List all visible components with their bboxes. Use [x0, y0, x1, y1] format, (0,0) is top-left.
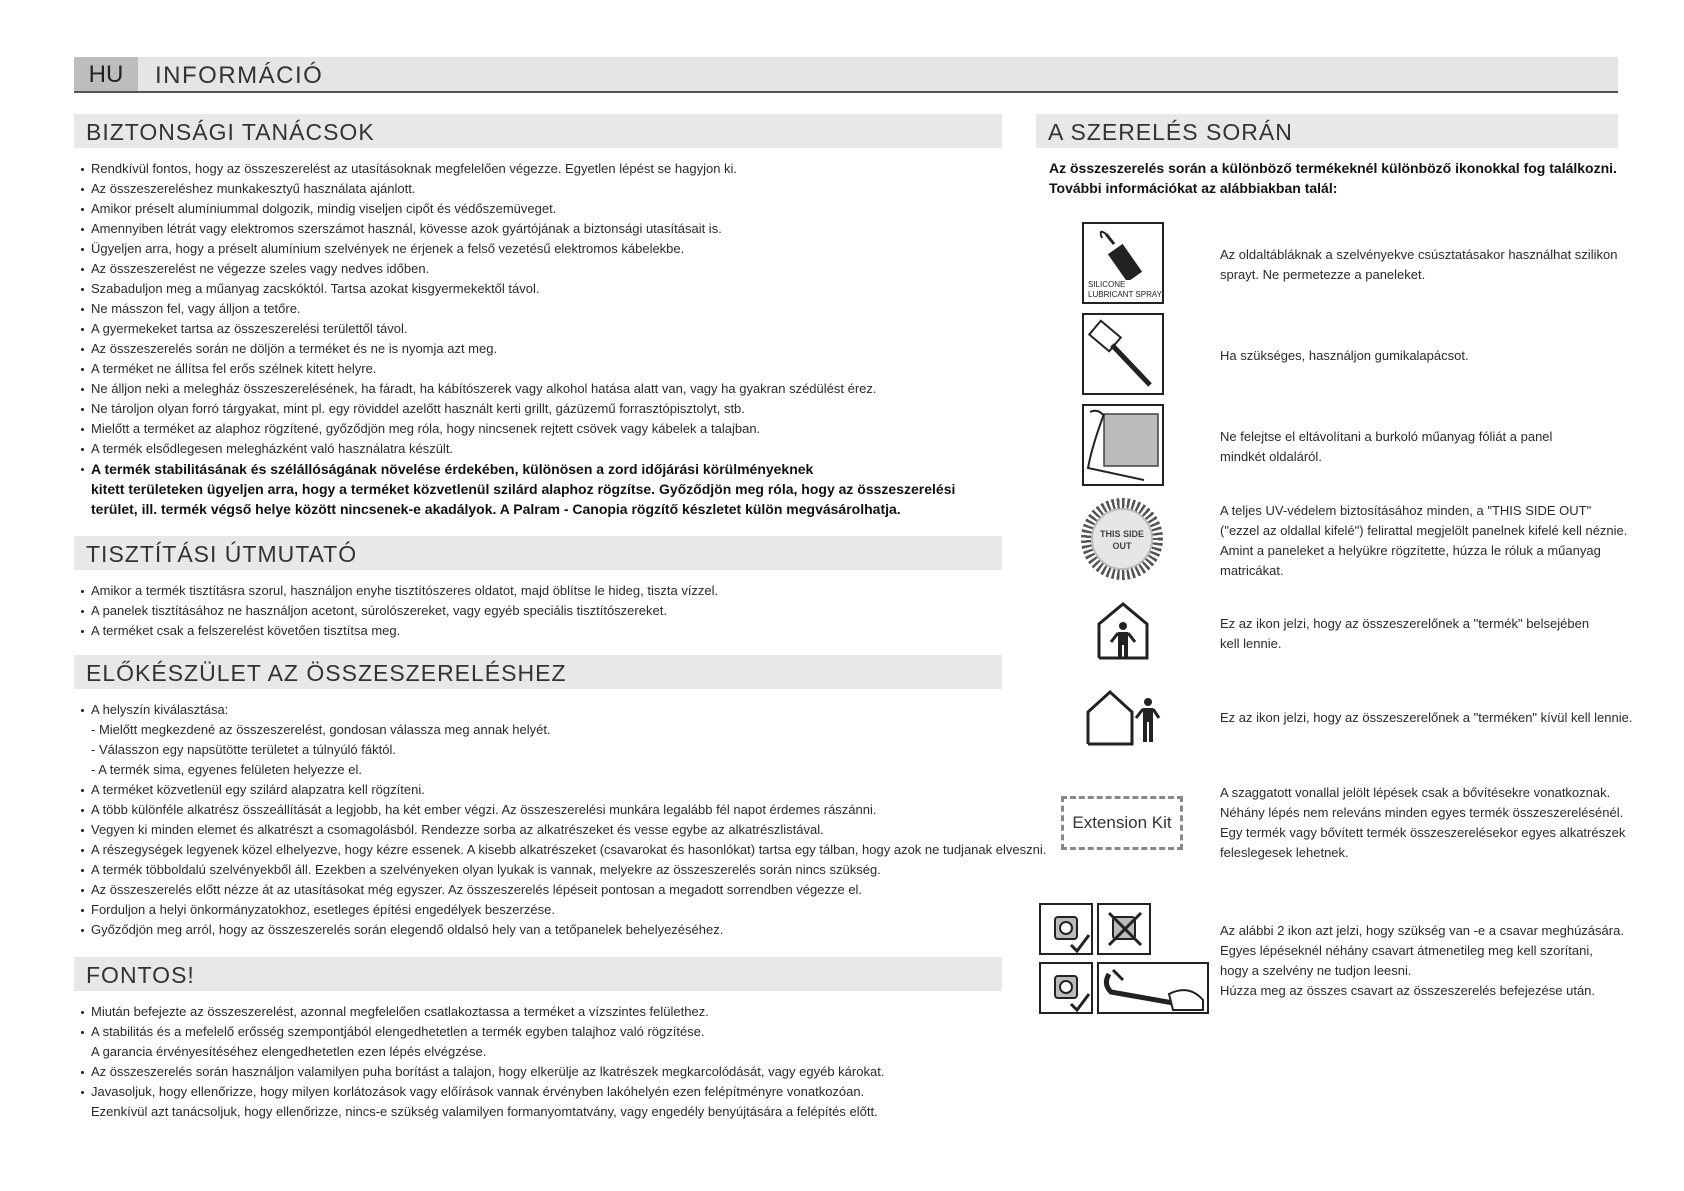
wrench-icon	[1097, 962, 1209, 1014]
list-item: A panelek tisztításához ne használjon acetont, súrolószereket, vagy egyéb speciális tisztítószereket.	[77, 601, 718, 621]
list-item: kitett területeken ügyeljen arra, hogy a terméket közvetlenül szilárd alaphoz rögzítse. Győződjön meg róla, hogy az összeszerelési	[91, 481, 956, 497]
list-item: A garancia érvényesítéséhez elengedhetetlen ezen lépés elvégzése.	[91, 1044, 487, 1059]
icon-desc-line: Az oldaltábláknak a szelvényekve csúsztatásakor használhat szilikon	[1220, 247, 1618, 262]
cleaning-list	[77, 581, 718, 641]
important-list	[77, 1002, 884, 1122]
safety-list	[77, 159, 955, 519]
list-item: - A termék sima, egyenes felületen helyezze el.	[91, 762, 362, 777]
list-item: Ezenkívül azt tanácsoljuk, hogy ellenőrizze, nincs-e szükség valamilyen formanyomtatvány, vagy engedély benyújtására a felépítés előtt.	[91, 1104, 878, 1119]
icon-desc-mallet	[1220, 346, 1469, 366]
this-side-out-label: THIS SIDE OUT	[1091, 508, 1153, 570]
list-item: Győződjön meg arról, hogy az összeszerelés során elegendő oldalsó hely van a tetőpanelek behelyezéséhez.	[77, 920, 1046, 940]
list-item: A helyszín kiválasztása:	[77, 700, 1046, 720]
icon-desc-line: Ez az ikon jelzi, hogy az összeszerelőnek a "terméken" kívül kell lennie.	[1220, 710, 1633, 725]
icon-desc-line: A teljes UV-védelem biztosításához minden, a "THIS SIDE OUT"	[1220, 503, 1592, 518]
protective-film-icon	[1082, 404, 1164, 486]
list-item: Ügyeljen arra, hogy a préselt alumínium szelvények ne érjenek a felső vezetésű elektromos kábelekbe.	[77, 239, 955, 259]
icon-desc-line: Ez az ikon jelzi, hogy az összeszerelőnek a "termék" belsejében	[1220, 616, 1590, 631]
rubber-mallet-icon	[1082, 313, 1164, 395]
page-title: INFORMÁCIÓ	[155, 62, 324, 89]
list-item: Az összeszerelés során ne döljön a terméket és ne is nyomja azt meg.	[77, 339, 955, 359]
list-item: A terméket közvetlenül egy szilárd alapzatra kell rögzíteni.	[77, 780, 1046, 800]
icon-desc-line: Egyes lépéseknél néhány csavart átmenetileg meg kell szorítani,	[1220, 943, 1593, 958]
icon-desc-line: Az alábbi 2 ikon azt jelzi, hogy szükség van -e a csavar meghúzására.	[1220, 923, 1624, 938]
icon-desc-line: kell lennie.	[1220, 636, 1282, 651]
list-item: Az összeszereléshez munkakesztyű használata ajánlott.	[77, 179, 955, 199]
list-item: Amennyiben létrát vagy elektromos szerszámot használ, kövesse azok gyártójának a biztonsági utasításait is.	[77, 219, 955, 239]
assembly-intro	[1049, 158, 1629, 198]
icon-desc-line: sprayt. Ne permetezze a paneleket.	[1220, 267, 1426, 282]
bolt-check-icon	[1039, 903, 1093, 955]
list-item: Az összeszerelést ne végezze szeles vagy nedves időben.	[77, 259, 955, 279]
list-item: Forduljon a helyi önkormányzatokhoz, esetleges építési engedélyek beszerzése.	[77, 900, 1046, 920]
assembly-intro-line: Az összeszerelés során a különböző termékeknél különböző ikonokkal fog találkozni.	[1049, 160, 1617, 176]
list-item: A részegységek legyenek közel elhelyezve, hogy kézre essenek. A kisebb alkatrészeket (csavarokat és hasonlókat) tartsa egy tálban, hogy azok ne tudjanak elveszni.	[77, 840, 1046, 860]
language-code: HU	[74, 57, 138, 91]
icon-desc-line: hogy a szelvény ne tudjon leesni.	[1220, 963, 1412, 978]
list-item: A termék elsődlegesen melegházként való használatra készült.	[77, 439, 955, 459]
list-item: Rendkívül fontos, hogy az összeszerelést az utasításoknak megfelelően végezze. Egyetlen lépést se hagyjon ki.	[77, 159, 955, 179]
icon-desc-film	[1220, 427, 1552, 467]
icon-desc-line: Ha szükséges, használjon gumikalapácsot.	[1220, 348, 1469, 363]
list-item: A több különféle alkatrész összeállítását a legjobb, ha két ember végzi. Az összeszerelési munkára legalább fél napot érdemes rászánni.	[77, 800, 1046, 820]
list-item: terület, ill. termék végső helye között nincsenek-e akadályok. A Palram - Canopia rögzítő készletet külön megvásárolhatja.	[91, 501, 901, 517]
bolt-cross-icon	[1097, 903, 1151, 955]
list-item: A termék többoldalú szelvényekből áll. Ezekben a szelvényeken olyan lyukak is vannak, melyekre az összeszerelés során nincs szükség.	[77, 860, 1046, 880]
assembly-heading: A SZERELÉS SORÁN	[1036, 114, 1618, 148]
icon-desc-line: mindkét oldaláról.	[1220, 449, 1322, 464]
list-item: A stabilitás és a mefelelő erősség szempontjából elengedhetetlen a termék egyben talajhoz való rögzítése.	[77, 1022, 884, 1042]
extension-kit-icon: Extension Kit	[1061, 796, 1183, 850]
list-item: A gyermekeket tartsa az összeszerelési területtől távol.	[77, 319, 955, 339]
icon-desc-inside	[1220, 614, 1589, 654]
list-item: - Válasszon egy napsütötte területet a túlnyúló fáktól.	[91, 742, 396, 757]
list-item: Az összeszerelés során használjon valamilyen puha borítást a talajon, hogy elkerülje az lkatrészek megkarcolódását, vagy egyéb károkat.	[77, 1062, 884, 1082]
icon-desc-silicone	[1220, 245, 1617, 285]
icon-desc-line: Ne felejtse el eltávolítani a burkoló műanyag fóliát a panel	[1220, 429, 1553, 444]
prep-list	[77, 700, 1046, 940]
list-item: Vegyen ki minden elemet és alkatrészt a csomagolásból. Rendezze sorba az alkatrészeket és vesse egybe az alkatrészlistával.	[77, 820, 1046, 840]
icon-desc-screw	[1220, 921, 1624, 1001]
cleaning-heading: TISZTÍTÁSI ÚTMUTATÓ	[74, 536, 1002, 570]
icon-desc-this-side-out	[1220, 501, 1627, 581]
list-item: Javasoljuk, hogy ellenőrizze, hogy milyen korlátozások vagy előírások vannak érvényben lakóhelyén ezen felépítményre vonatkozóan.	[77, 1082, 884, 1102]
icon-desc-line: Néhány lépés nem releváns minden egyes termék összeszerelésénél.	[1220, 805, 1624, 820]
list-item: A terméket csak a felszerelést követően tisztítsa meg.	[77, 621, 718, 641]
list-item: A termék stabilitásának és szélállóságának növelése érdekében, különösen a zord időjárási körülményeknek	[77, 459, 955, 479]
header-bar	[74, 57, 1618, 93]
icon-desc-line: ("ezzel az oldallal kifelé") felirattal megjelölt panelnek kifelé kell néznie.	[1220, 523, 1628, 538]
person-outside-icon	[1086, 688, 1162, 746]
list-item: Amikor a termék tisztításra szorul, használjon enyhe tisztítószeres oldatot, majd öblítse le hideg, tiszta vízzel.	[77, 581, 718, 601]
icon-desc-extension	[1220, 783, 1625, 863]
list-item: Amikor préselt alumíniummal dolgozik, mindig viseljen cipőt és védőszemüveget.	[77, 199, 955, 219]
safety-heading: BIZTONSÁGI TANÁCSOK	[74, 114, 1002, 148]
person-inside-icon	[1097, 602, 1149, 660]
list-item: Ne álljon neki a melegház összeszerelésének, ha fáradt, ha kábítószerek vagy alkohol hatása alatt van, vagy ha gyakran szédülést érez.	[77, 379, 955, 399]
list-item: Miután befejezte az összeszerelést, azonnal megfelelően csatlakoztassa a terméket a vízszintes felülethez.	[77, 1002, 884, 1022]
list-item: A terméket ne állítsa fel erős szélnek kitett helyre.	[77, 359, 955, 379]
this-side-out-icon	[1081, 498, 1163, 580]
list-item: Ne tároljon olyan forró tárgyakat, mint pl. egy röviddel azelőtt használt kerti grillt, gázüzemű forrasztópisztolyt, stb.	[77, 399, 955, 419]
icon-desc-line: matricákat.	[1220, 563, 1284, 578]
bolt-check-icon	[1039, 962, 1093, 1014]
icon-desc-line: A szaggatott vonallal jelölt lépések csak a bővítésekre vonatkoznak.	[1220, 785, 1611, 800]
icon-desc-line: Egy termék vagy bővített termék összeszerelésekor egyes alkatrészek	[1220, 825, 1626, 840]
icon-desc-line: Húzza meg az összes csavart az összeszerelés befejezése után.	[1220, 983, 1596, 998]
important-heading: FONTOS!	[74, 957, 1002, 991]
silicone-spray-icon	[1082, 222, 1164, 304]
icon-desc-outside	[1220, 708, 1632, 728]
icon-desc-line: Amint a paneleket a helyükre rögzítette, húzza le róluk a műanyag	[1220, 543, 1601, 558]
prep-heading: ELŐKÉSZÜLET AZ ÖSSZESZERELÉSHEZ	[74, 655, 1002, 689]
assembly-intro-line: További információkat az alábbiakban talál:	[1049, 180, 1338, 196]
list-item: Szabaduljon meg a műanyag zacskóktól. Tartsa azokat kisgyermekektől távol.	[77, 279, 955, 299]
list-item: Mielőtt a terméket az alaphoz rögzítené, győződjön meg róla, hogy nincsenek rejtett csövek vagy kábelek a talajban.	[77, 419, 955, 439]
spray-label: SILICONE LUBRICANT SPRAY	[1088, 280, 1162, 299]
list-item: - Mielőtt megkezdené az összeszerelést, gondosan válassza meg annak helyét.	[91, 722, 551, 737]
icon-desc-line: feleslegesek lehetnek.	[1220, 845, 1349, 860]
list-item: Az összeszerelés előtt nézze át az utasításokat még egyszer. Az összeszerelés lépéseit pontosan a megadott sorrendben végezze el.	[77, 880, 1046, 900]
list-item: Ne másszon fel, vagy álljon a tetőre.	[77, 299, 955, 319]
